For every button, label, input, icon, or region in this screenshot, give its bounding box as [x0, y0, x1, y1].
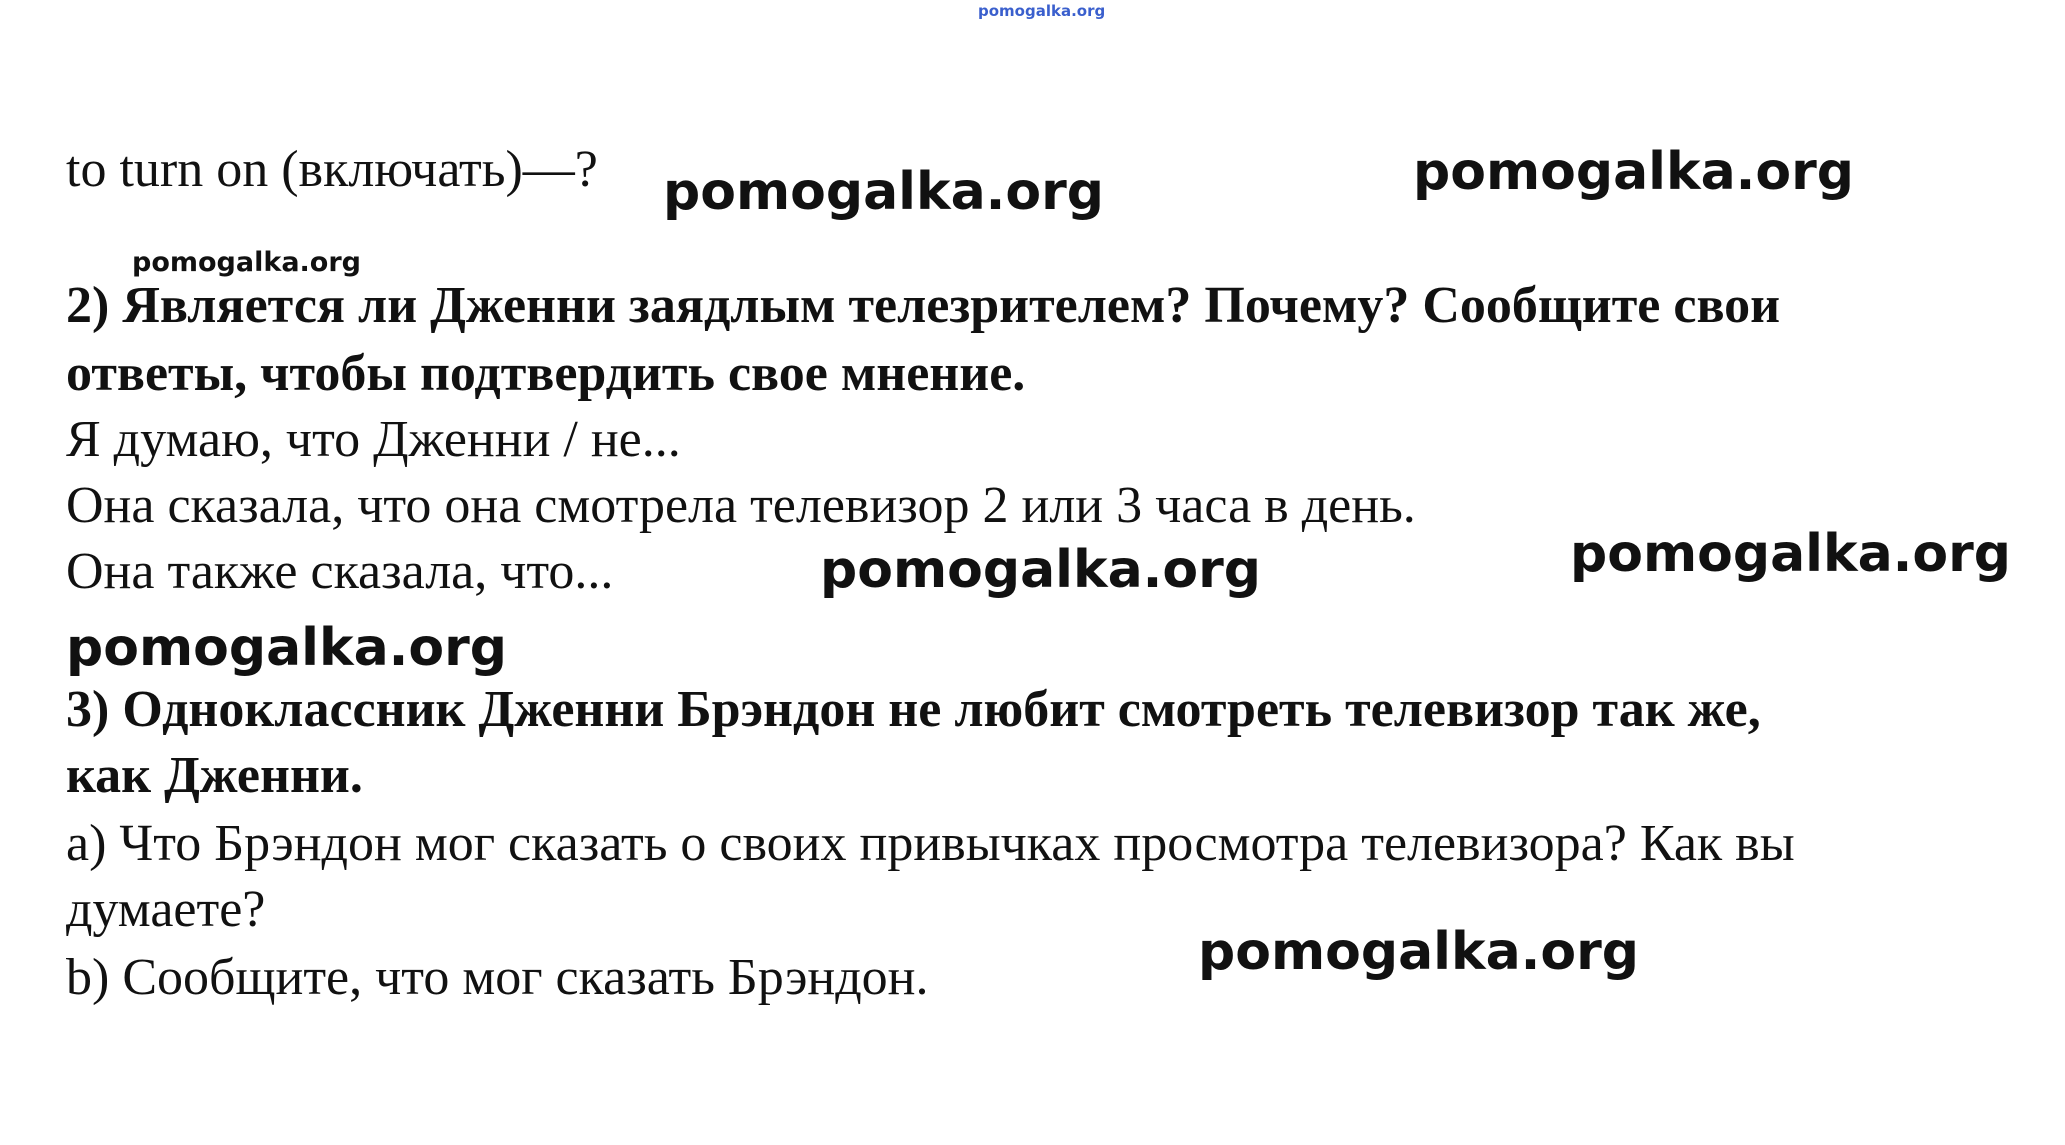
watermark: pomogalka.org	[66, 618, 508, 678]
question-3-line-2: как Дженни.	[66, 747, 363, 804]
question-3-line-1: 3) Одноклассник Дженни Брэндон не любит смотреть телевизор так же,	[66, 681, 1761, 738]
watermark: pomogalka.org	[1570, 524, 2012, 584]
watermark: pomogalka.org	[132, 247, 361, 278]
watermark: pomogalka.org	[1198, 922, 1640, 982]
answer-2-line-3: Она также сказала, что...	[66, 543, 614, 600]
watermark: pomogalka.org	[1413, 142, 1855, 202]
watermark: pomogalka.org	[663, 162, 1105, 222]
question-3a-line-1: a) Что Брэндон мог сказать о своих привычках просмотра телевизора? Как вы	[66, 815, 1795, 872]
question-3a-line-2: думаете?	[66, 881, 266, 938]
top-watermark: pomogalka.org	[978, 2, 1106, 20]
answer-2-line-2: Она сказала, что она смотрела телевизор 2 или 3 часа в день.	[66, 477, 1416, 534]
answer-2-line-1: Я думаю, что Дженни / не...	[66, 411, 681, 468]
question-3b-line-1: b) Сообщите, что мог сказать Брэндон.	[66, 949, 929, 1006]
watermark: pomogalka.org	[820, 540, 1262, 600]
question-2-line-2: ответы, чтобы подтвердить свое мнение.	[66, 345, 1026, 402]
line-turn-on: to turn on (включать)—?	[66, 141, 598, 198]
question-2-line-1: 2) Является ли Дженни заядлым телезрителем? Почему? Сообщите свои	[66, 277, 1781, 334]
